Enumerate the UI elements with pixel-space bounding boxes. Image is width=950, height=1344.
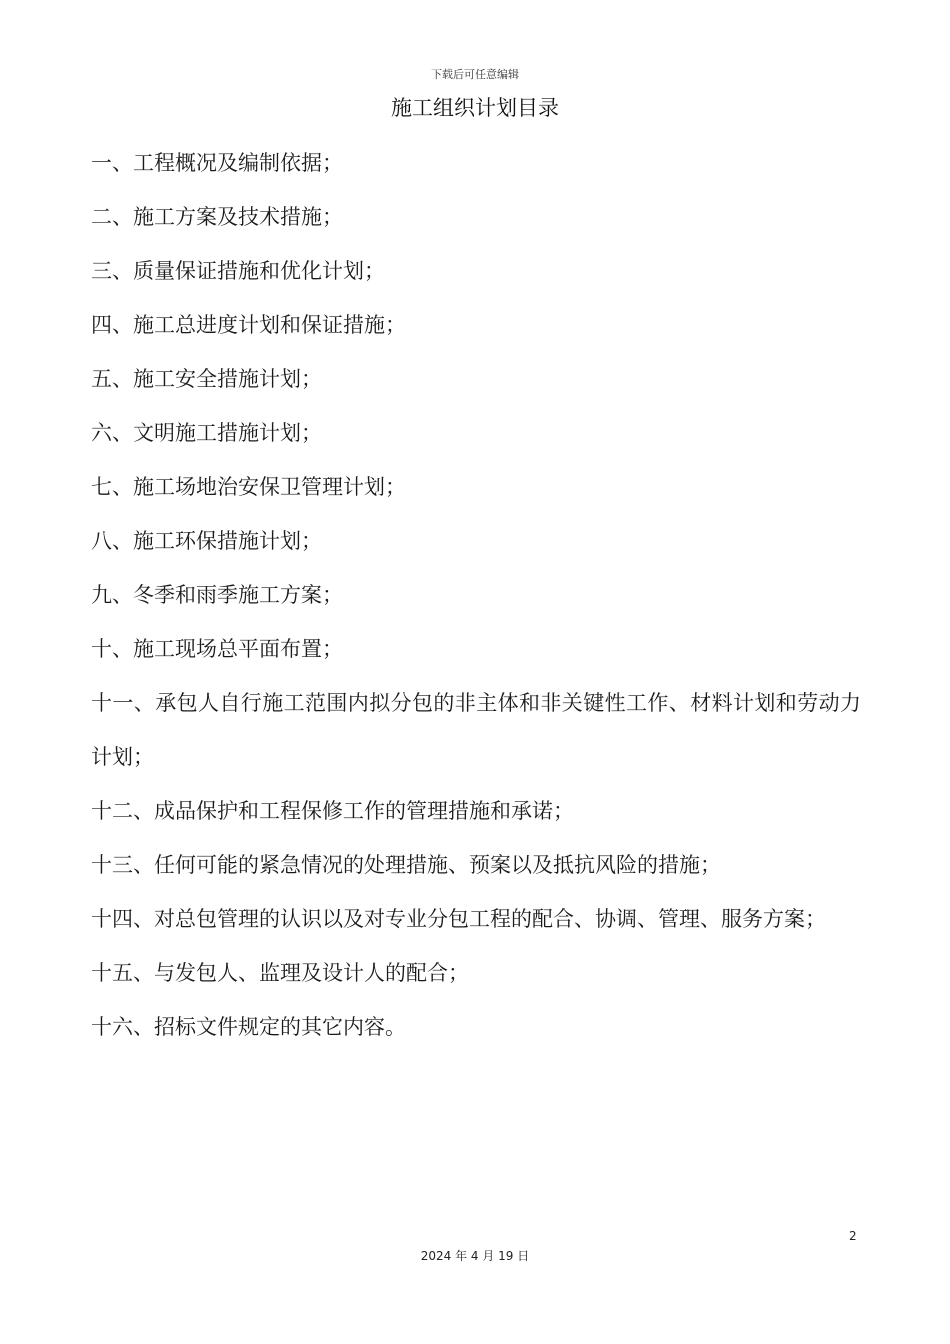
toc-item: 五、施工安全措施计划；: [91, 367, 322, 391]
toc-item: 十、施工现场总平面布置；: [91, 637, 343, 661]
toc-item: 二、施工方案及技术措施；: [91, 205, 343, 229]
toc-item: 十一、承包人自行施工范围内拟分包的非主体和非关键性工作、材料计划和劳动力计划；: [91, 691, 861, 769]
toc-item: 十六、招标文件规定的其它内容。: [91, 1015, 406, 1039]
toc-item: 四、施工总进度计划和保证措施；: [91, 313, 406, 337]
footer-date: 2024 年 4 月 19 日: [420, 1249, 530, 1263]
toc-item: 十五、与发包人、监理及设计人的配合；: [91, 961, 469, 985]
toc-item: 十三、任何可能的紧急情况的处理措施、预案以及抵抗风险的措施；: [91, 853, 721, 877]
toc-item: 六、文明施工措施计划；: [91, 421, 322, 445]
toc-item: 九、冬季和雨季施工方案；: [91, 583, 343, 607]
table-of-contents: [91, 136, 861, 1054]
toc-item: 一、工程概况及编制依据；: [91, 151, 343, 175]
toc-item: 八、施工环保措施计划；: [91, 529, 322, 553]
toc-item: 十四、对总包管理的认识以及对专业分包工程的配合、协调、管理、服务方案；: [91, 907, 826, 931]
page-number: 2: [849, 1229, 857, 1243]
toc-item: 七、施工场地治安保卫管理计划；: [91, 475, 406, 499]
page-title: 施工组织计划目录: [391, 96, 559, 120]
toc-item: 十二、成品保护和工程保修工作的管理措施和承诺；: [91, 799, 574, 823]
toc-item: 三、质量保证措施和优化计划；: [91, 259, 385, 283]
header-note: 下载后可任意编辑: [431, 68, 519, 81]
